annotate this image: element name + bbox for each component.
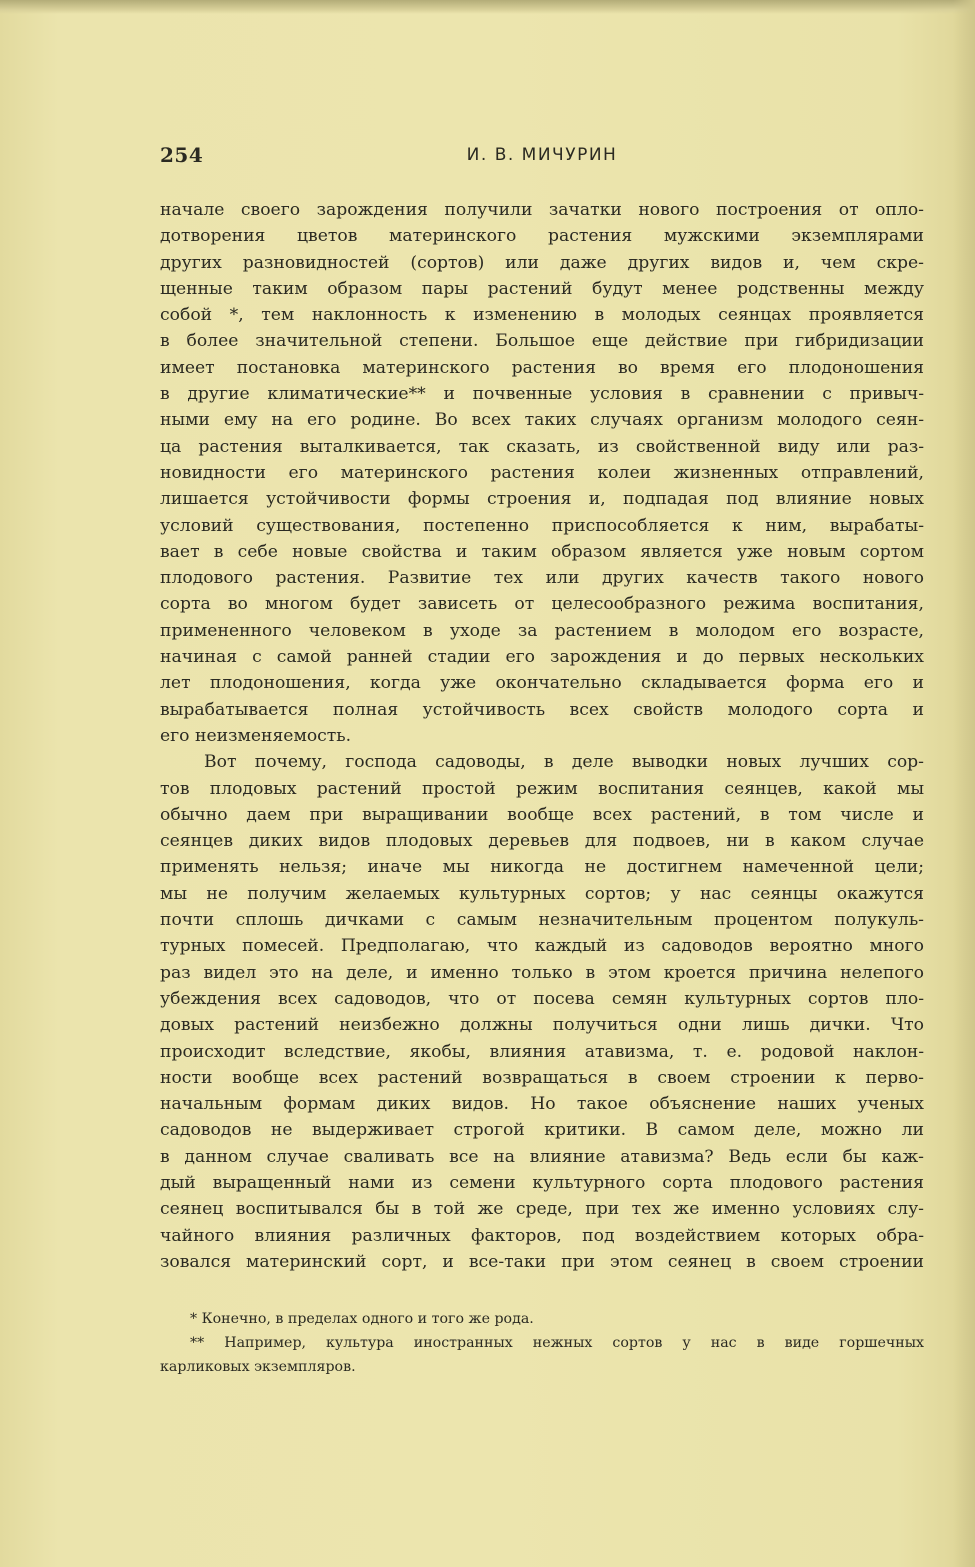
paragraph-2 (160, 749, 924, 1275)
page-header (160, 143, 924, 173)
text-line: в другие климатические** и почвенные условия в сравнении с привыч- (160, 384, 924, 405)
page-top-edge (0, 0, 975, 14)
text-line: начальным формам диких видов. Но такое объяснение наших ученых (160, 1094, 924, 1115)
text-line: чайного влияния различных факторов, под воздействием которых обра- (160, 1225, 924, 1246)
text-line: тов плодовых растений простой режим воспитания сеянцев, какой мы (160, 778, 924, 799)
text-line: мы не получим желаемых культурных сортов; у нас сеянцы окажутся (160, 883, 924, 904)
text-line: зовался материнский сорт, и все-таки при этом сеянец в своем строении (160, 1251, 924, 1272)
text-line: Вот почему, господа садоводы, в деле выводки новых лучших сор- (204, 752, 924, 773)
text-line: раз видел это на деле, и именно только в этом кроется причина нелепого (160, 962, 924, 983)
page-number: 254 (160, 143, 204, 167)
footnote-2: ** Например, культура иностранных нежных сортов у нас в виде горшечных (190, 1335, 924, 1351)
text-line: условий существования, постепенно приспособляется к ним, вырабаты- (160, 515, 924, 536)
footnote-2-continuation: карликовых экземпляров. (160, 1359, 356, 1375)
text-line: других разновидностей (сортов) или даже других видов и, чем скре- (160, 252, 924, 273)
text-line: лет плодоношения, когда уже окончательно складывается форма его и (160, 673, 924, 694)
text-line: происходит вследствие, якобы, влияния атавизма, т. е. родовой наклон- (160, 1041, 924, 1062)
page-right-edge (953, 0, 975, 1567)
footnotes (160, 1307, 924, 1379)
text-line: имеет постановка материнского растения во время его плодоношения (160, 357, 924, 378)
text-line: вырабатывается полная устойчивость всех свойств молодого сорта и (160, 699, 924, 720)
text-line: ца растения выталкивается, так сказать, из свойственной виду или раз- (160, 436, 924, 457)
footnote-1: * Конечно, в пределах одного и того же рода. (190, 1311, 534, 1327)
text-line: почти сплошь дичками с самым незначительным процентом полукуль- (160, 910, 924, 931)
text-line: плодового растения. Развитие тех или других качеств такого нового (160, 568, 924, 589)
text-line: сеянцев диких видов плодовых деревьев для подвоев, ни в каком случае (160, 831, 924, 852)
text-line: убеждения всех садоводов, что от посева семян культурных сортов пло- (160, 988, 924, 1009)
text-line: щенные таким образом пары растений будут менее родственны между (160, 278, 924, 299)
text-line: довых растений неизбежно должны получиться одни лишь дички. Что (160, 1015, 924, 1036)
text-line: дый выращенный нами из семени культурного сорта плодового растения (160, 1172, 924, 1193)
text-line: собой *, тем наклонность к изменению в молодых сеянцах проявляется (160, 305, 924, 326)
text-line: турных помесей. Предполагаю, что каждый из садоводов вероятно много (160, 936, 924, 957)
text-line: вает в себе новые свойства и таким образом является уже новым сортом (160, 541, 924, 562)
text-line: ности вообще всех растений возвращаться в своем строении к перво- (160, 1067, 924, 1088)
text-line: его неизменяемость. (160, 725, 352, 746)
text-line: ными ему на его родине. Во всех таких случаях организм молодого сеян- (160, 410, 924, 431)
text-line: применять нельзя; иначе мы никогда не достигнем намеченной цели; (160, 857, 924, 878)
body-text (160, 197, 924, 1275)
paragraph-1 (160, 197, 924, 749)
text-line: лишается устойчивости формы строения и, подпадая под влияние новых (160, 489, 924, 510)
text-line: дотворения цветов материнского растения мужскими экземплярами (160, 226, 924, 247)
text-line: в данном случае сваливать все на влияние атавизма? Ведь если бы каж- (160, 1146, 924, 1167)
text-line: сеянец воспитывался бы в той же среде, при тех же именно условиях слу- (160, 1199, 924, 1220)
text-line: обычно даем при выращивании вообще всех растений, в том числе и (160, 804, 924, 825)
text-line: начиная с самой ранней стадии его зарождения и до первых нескольких (160, 647, 924, 668)
text-line: садоводов не выдерживает строгой критики. В самом деле, можно ли (160, 1120, 924, 1141)
running-head: И. В. МИЧУРИН (466, 145, 618, 165)
text-line: начале своего зарождения получили зачатки нового построения от опло- (160, 200, 924, 220)
text-line: новидности его материнского растения колеи жизненных отправлений, (160, 462, 924, 483)
text-line: примененного человеком в уходе за растением в молодом его возрасте, (160, 620, 924, 641)
text-line: сорта во многом будет зависеть от целесообразного режима воспитания, (160, 594, 924, 615)
text-line: в более значительной степени. Большое еще действие при гибридизации (160, 331, 924, 352)
